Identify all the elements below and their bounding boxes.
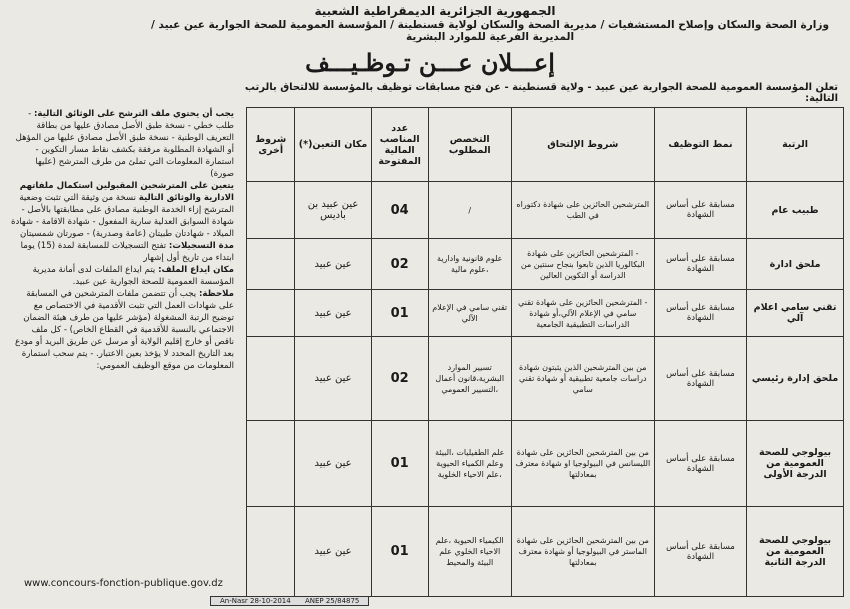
anep-reference: ANEP 25/84875 bbox=[304, 597, 360, 605]
newspaper-date: An-Nasr 28-10-2014 bbox=[220, 597, 291, 605]
cell-posts: 02 bbox=[371, 239, 428, 290]
col-other: شروط أخرى bbox=[247, 108, 295, 182]
cell-specialty: / bbox=[428, 182, 511, 239]
table-row bbox=[247, 507, 844, 597]
cell-specialty: الكيمياء الحيوية ،علم الاحياء الخلوي علم البيئة والمحيط bbox=[428, 507, 511, 597]
cell-place: عين عبيد bbox=[295, 337, 371, 421]
cell-place: عين عبيد بن باديس bbox=[295, 182, 371, 239]
note-heading: ملاحظة: bbox=[198, 289, 234, 299]
cell-rank: ملحق إدارة رئيسي bbox=[747, 337, 844, 421]
col-mode: نمط التوظيف bbox=[654, 108, 746, 182]
cell-conditions: من بين المترشحين الذين يثبتون شهادة دراسات جامعية تطبيقية أو شهادة تقني سامي bbox=[511, 337, 654, 421]
cell-posts: 01 bbox=[371, 507, 428, 597]
cell-place: عين عبيد bbox=[295, 421, 371, 507]
cell-conditions: من بين المترشحين الحائزين على شهادة الماستر في البيولوجيا أو شهادة معترف بمعادلتها bbox=[511, 507, 654, 597]
cell-posts: 01 bbox=[371, 421, 428, 507]
col-specialty: التخصص المطلوب bbox=[428, 108, 511, 182]
cell-specialty: تسيير الموارد البشرية،قانون أعمال ،التسيير العمومي bbox=[428, 337, 511, 421]
cell-other bbox=[247, 290, 295, 337]
cell-specialty: تقني سامي في الإعلام الآلي bbox=[428, 290, 511, 337]
cell-other bbox=[247, 507, 295, 597]
cell-rank: بيولوجي للصحة العمومية من الدرجة الأولى bbox=[747, 421, 844, 507]
table-row bbox=[247, 290, 844, 337]
cell-posts: 02 bbox=[371, 337, 428, 421]
cell-other bbox=[247, 337, 295, 421]
cell-posts: 01 bbox=[371, 290, 428, 337]
submission-place-text: يتم ايداع الملفات لدى أمانة مديرية المؤسسة العمومية للصحة الجوارية عين عبيد. bbox=[32, 265, 234, 287]
cell-mode: مسابقة على أساس الشهادة bbox=[654, 337, 746, 421]
col-place: مكان التعين(*) bbox=[295, 108, 371, 182]
cell-posts: 04 bbox=[371, 182, 428, 239]
registration-period-text: تفتح التسجيلات للمسابقة لمدة (15) يوما ابتداء من تاريخ أول إشهار bbox=[20, 241, 234, 263]
cell-specialty: علم الطفيليات ،البيئة وعلم الكمياء الحيوية ،علم الاحياء الخلوية bbox=[428, 421, 511, 507]
website-link[interactable]: www.concours-fonction-publique.gov.dz bbox=[24, 578, 223, 589]
announcement-title: إعـــلان عـــن تـوظـيـــف bbox=[305, 48, 555, 77]
cell-mode: مسابقة على أساس الشهادة bbox=[654, 182, 746, 239]
intro-text: تعلن المؤسسة العمومية للصحة الجوارية عين عبيد - ولاية قسنطينة - عن فتح مسابقات توظيف بالمؤسسة للالتحاق بالرتب التالية: bbox=[244, 82, 838, 104]
col-posts: عدد المناصب المالية المفتوحة bbox=[371, 108, 428, 182]
cell-conditions: من بين المترشحين الحائزين على شهادة الليسانس في البيولوجيا او شهادة معترف بمعادلتها bbox=[511, 421, 654, 507]
note-text: يجب أن تتضمن ملفات المترشحين في المسابقة على شهادات العمل التي تثبت الأقدمية في الاختصاص مع توضيح الرتبة المشغولة (مؤشر عليها من طرف هيئة الضمان الاجتماعي بالنسبة للأقدمية في القطاع الخاص) - كل ملف ناقص أو خارج إقليم الولاية أو مرسل عن طريق البريد أو مودع بعد التاريخ المحدد لا يؤخذ بعين الاعتبار. - يتم سحب استمارة المعلومات من موقع الوظيف العمومي: bbox=[14, 289, 234, 371]
ministry-header: وزارة الصحة والسكان وإصلاح المستشفيات / مديرية الصحة والسكان لولاية قسنطينة / المؤسسة العمومية للصحة الجوارية عين عبيد / المديرية الفرعية للموارد البشرية bbox=[151, 19, 829, 43]
table-row bbox=[247, 239, 844, 290]
cell-conditions: المترشحين الحائزين على شهادة دكتوراه في الطب bbox=[511, 182, 654, 239]
cell-mode: مسابقة على أساس الشهادة bbox=[654, 507, 746, 597]
cell-specialty: علوم قانونية وادارية ،علوم مالية bbox=[428, 239, 511, 290]
cell-mode: مسابقة على أساس الشهادة bbox=[654, 239, 746, 290]
cell-rank: بيولوجي للصحة العمومية من الدرجة الثانية bbox=[747, 507, 844, 597]
table-row bbox=[247, 421, 844, 507]
republic-header: الجمهورية الجزائرية الديمقراطية الشعبية bbox=[314, 4, 556, 18]
cell-place: عين عبيد bbox=[295, 290, 371, 337]
publication-footer bbox=[210, 596, 369, 606]
col-rank: الرتبة bbox=[747, 108, 844, 182]
recruitment-table bbox=[246, 107, 844, 597]
admin-docs-heading: يتعين على المترشحين المقبولين استكمال ملفاتهم الادارية والوثائق التالية bbox=[19, 181, 234, 203]
table-header-row bbox=[247, 108, 844, 182]
cell-place: عين عبيد bbox=[295, 239, 371, 290]
docs-list: - طلب خطي - نسخة طبق الأصل مصادق عليها من بطاقة التعريف الوطنية - نسخة طبق الأصل مصادق عليها من المؤهل أو الشهادة المطلوبة مرفقة بكشف نقاط مسار التكوين - استمارة المعلومات التي تملئ من طرف المترشح (عليها صورة) bbox=[15, 109, 234, 179]
cell-conditions: - المترشحين الحائزين على شهادة تقني سامي في الإعلام الآلي،أو شهادة الدراسات التطبيقية الجامعية bbox=[511, 290, 654, 337]
cell-rank: تقني سامي اعلام آلي bbox=[747, 290, 844, 337]
cell-place: عين عبيد bbox=[295, 507, 371, 597]
col-conditions: شروط الإلتحاق bbox=[511, 108, 654, 182]
requirements-sidebar bbox=[6, 106, 238, 594]
cell-other bbox=[247, 239, 295, 290]
table-row bbox=[247, 337, 844, 421]
registration-period-heading: مدة التسجيلات: bbox=[168, 241, 234, 251]
cell-mode: مسابقة على أساس الشهادة bbox=[654, 290, 746, 337]
docs-heading: يجب أن يحتوي ملف الترشح على الوثائق التالية: bbox=[33, 109, 234, 119]
cell-conditions: - المترشحين الحائزين على شهادة البكالوريا الذين تابعوا بنجاح سنتين من الدراسة أو التكوين العالين bbox=[511, 239, 654, 290]
table-row bbox=[247, 182, 844, 239]
admin-docs-list: نسخة من وثيقة التي تثبت وضعية المترشح إزاء الخدمة الوطنية مصادق على مطابقتها بالأصل - شهادة السوابق العدلية سارية المفعول - شهادة الاقامة - شهادة الميلاد - شهادتان طبيتان (عامة وصدرية) - صورتان شمسيتان bbox=[10, 193, 234, 239]
cell-other bbox=[247, 182, 295, 239]
cell-mode: مسابقة على أساس الشهادة bbox=[654, 421, 746, 507]
cell-rank: طبيب عام bbox=[747, 182, 844, 239]
cell-other bbox=[247, 421, 295, 507]
cell-rank: ملحق ادارة bbox=[747, 239, 844, 290]
submission-place-heading: مكان ايداع الملف: bbox=[158, 265, 234, 275]
